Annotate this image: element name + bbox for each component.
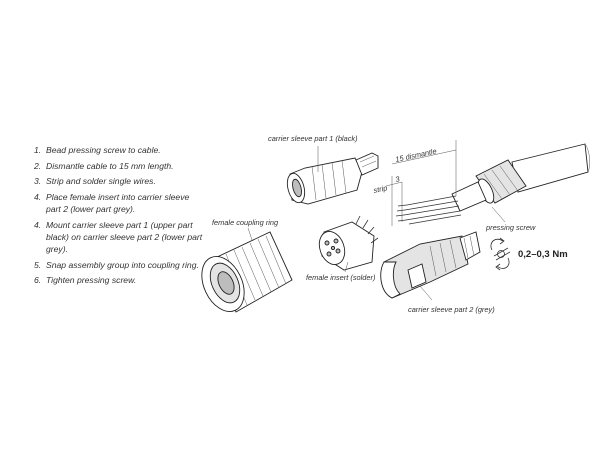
step-text: Snap assembly group into coupling ring. [46,259,199,270]
label-carrier-sleeve-part-1: carrier sleeve part 1 (black) [268,134,358,143]
label-pressing-screw: pressing screw [486,223,536,232]
step-number: 3. [34,176,42,187]
step-text: Mount carrier sleeve part 1 (upper part black) on carrier sleeve part 2 (lower part grey). [46,219,203,255]
torque-value: 0,2–0,3 Nm [518,249,568,260]
label-strip-word: strip [372,183,389,195]
label-carrier-sleeve-part-2: carrier sleeve part 2 (grey) [408,305,495,314]
label-female-coupling-ring: female coupling ring [212,218,279,227]
step-text: Place female insert into carrier sleeve part 2 (lower part grey). [46,191,190,215]
step-text: Bead pressing screw to cable. [46,145,161,155]
step-number: 4. [34,191,42,202]
dismantle-value: 15 [394,153,405,164]
step-text: Strip and solder single wires. [46,176,156,187]
step-text: Tighten pressing screw. [46,275,137,286]
carrier-sleeve-part-2-illustration [381,232,480,298]
step-number: 5. [34,259,42,270]
step-number: 2. [34,160,42,171]
carrier-sleeve-part-1-illustration [284,153,378,205]
female-insert-illustration [315,216,378,270]
dismantle-word: dismantle [404,146,438,162]
label-dismantle-length [395,146,438,164]
step-text: Dismantle cable to 15 mm length. [46,160,174,171]
step-number: 6. [34,275,42,286]
wrench-torque-icon [491,238,510,270]
step-number: 1. [34,145,42,155]
label-female-insert: female insert (solder) [306,273,376,282]
female-coupling-ring-illustration [194,232,292,318]
step-number: 4. [34,219,42,230]
label-strip-value: 3 [394,174,401,184]
